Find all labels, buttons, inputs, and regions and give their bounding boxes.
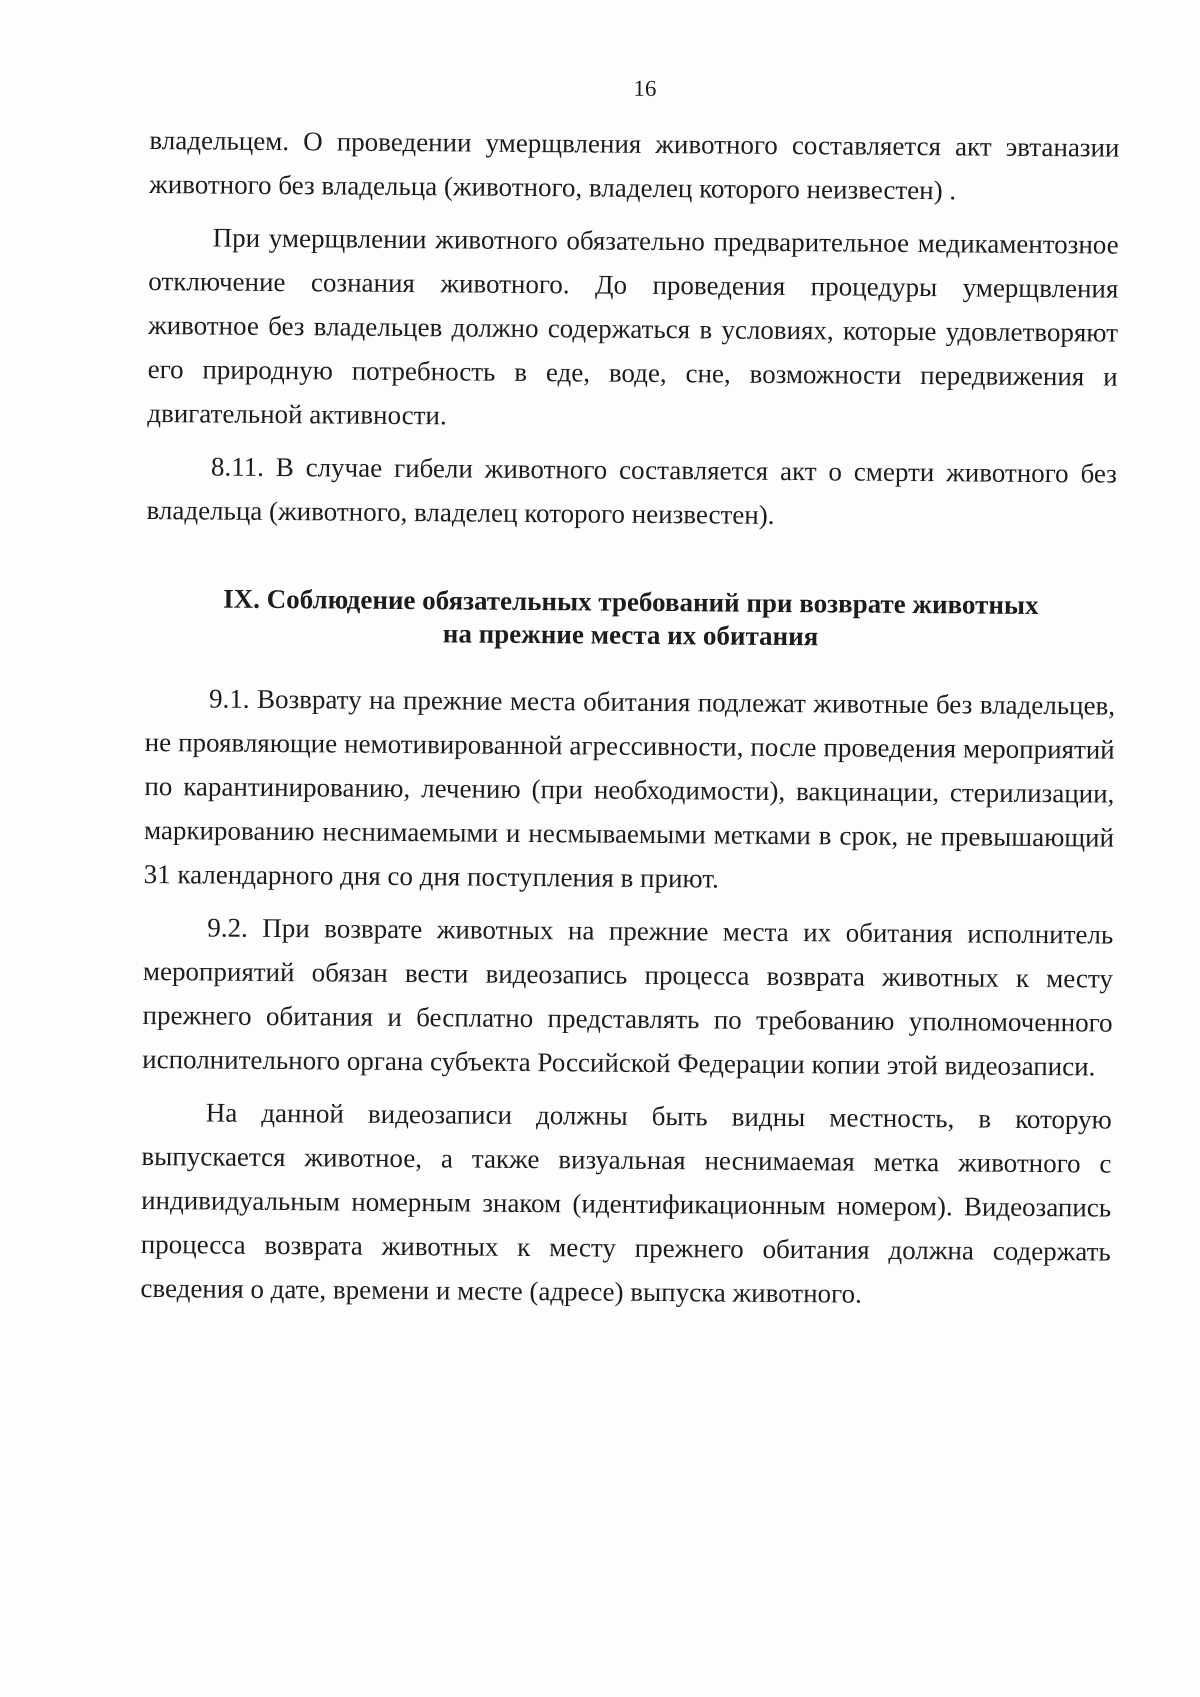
document-content <box>140 72 1120 1327</box>
section-heading-line-1: IX. Соблюдение обязательных требований при возврате животных <box>223 583 1039 620</box>
section-heading-line-2: на прежние места их обитания <box>442 618 819 652</box>
page-number: 16 <box>633 75 657 101</box>
paragraph-9-2: 9.2. При возврате животных на прежние места их обитания исполнитель мероприятий обязан вести видеозапись процесса возврата животных к месту прежнего обитания и бесплатно представлять по требованию уполномоченного исполнительного органа субъекта Российской Федерации копии этой видеозаписи. <box>142 912 1114 1082</box>
paragraph-video-requirements: На данной видеозаписи должны быть видны местность, в которую выпускается животное, а также визуальная неснимаемая метка животного с индивидуальным номерным знаком (идентификационным номером). Видеозапись процесса возврата животных к месту прежнего обитания должна содержать сведения о дате, времени и месте (адресе) выпуска животного. <box>140 1097 1112 1309</box>
section-heading-ix <box>145 582 1115 656</box>
paragraph-8-11: 8.11. В случае гибели животного составляется акт о смерти животного без владельца (животного, владелец которого неизвестен). <box>146 451 1117 530</box>
paragraph-9-1: 9.1. Возврату на прежние места обитания подлежат животные без владельцев, не проявляющие немотивированной агрессивности, после проведения мероприятий по карантинированию, лечению (при необходимости), вакцинации, стерилизации, маркированию неснимаемыми и несмываемыми метками в срок, не превышающий 31 календарного дня со дня поступления в приют. <box>143 683 1116 894</box>
paragraph-euthanasia-conditions: При умерщвлении животного обязательно предварительное медикаментозное отключение сознания животного. До проведения процедуры умерщвления животное без владельцев должно содержаться в условиях, которые удовлетворяют его природную потребность в еде, воде, сне, возможности передвижения и двигательной активности. <box>147 222 1119 431</box>
paragraph-euthanasia-act: владельцем. О проведении умерщвления животного составляется акт эвтаназии животного без владельца (животного, владелец которого неизвестен) . <box>149 124 1120 206</box>
